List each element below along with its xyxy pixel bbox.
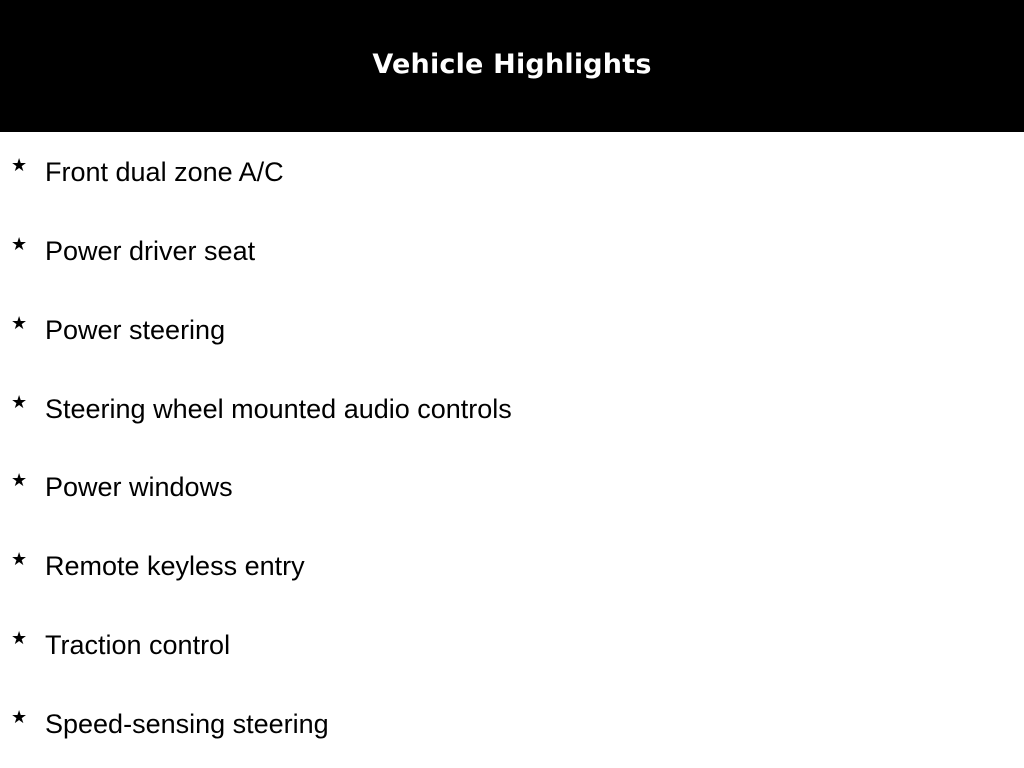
star-icon: ★ xyxy=(11,392,28,413)
list-item xyxy=(0,231,1024,271)
list-item xyxy=(0,467,1024,507)
page-title: Vehicle Highlights xyxy=(372,48,652,80)
highlight-label: Steering wheel mounted audio controls xyxy=(45,394,512,424)
star-icon: ★ xyxy=(11,234,28,255)
highlight-label: Remote keyless entry xyxy=(45,551,305,581)
list-item xyxy=(0,546,1024,586)
header-banner xyxy=(0,0,1024,132)
list-item xyxy=(0,704,1024,744)
list-item xyxy=(0,310,1024,350)
star-icon: ★ xyxy=(11,707,28,728)
highlight-label: Traction control xyxy=(45,630,231,660)
list-item xyxy=(0,152,1024,192)
highlight-label: Power windows xyxy=(45,472,233,502)
list-item xyxy=(0,625,1024,665)
highlight-label: Power driver seat xyxy=(45,236,256,266)
star-icon: ★ xyxy=(11,549,28,570)
star-icon: ★ xyxy=(11,155,28,176)
highlight-label: Speed-sensing steering xyxy=(45,709,329,739)
star-icon: ★ xyxy=(11,470,28,491)
list-item xyxy=(0,389,1024,429)
highlight-label: Power steering xyxy=(45,315,226,345)
star-icon: ★ xyxy=(11,313,28,334)
highlight-label: Front dual zone A/C xyxy=(45,157,284,187)
star-icon: ★ xyxy=(11,628,28,649)
